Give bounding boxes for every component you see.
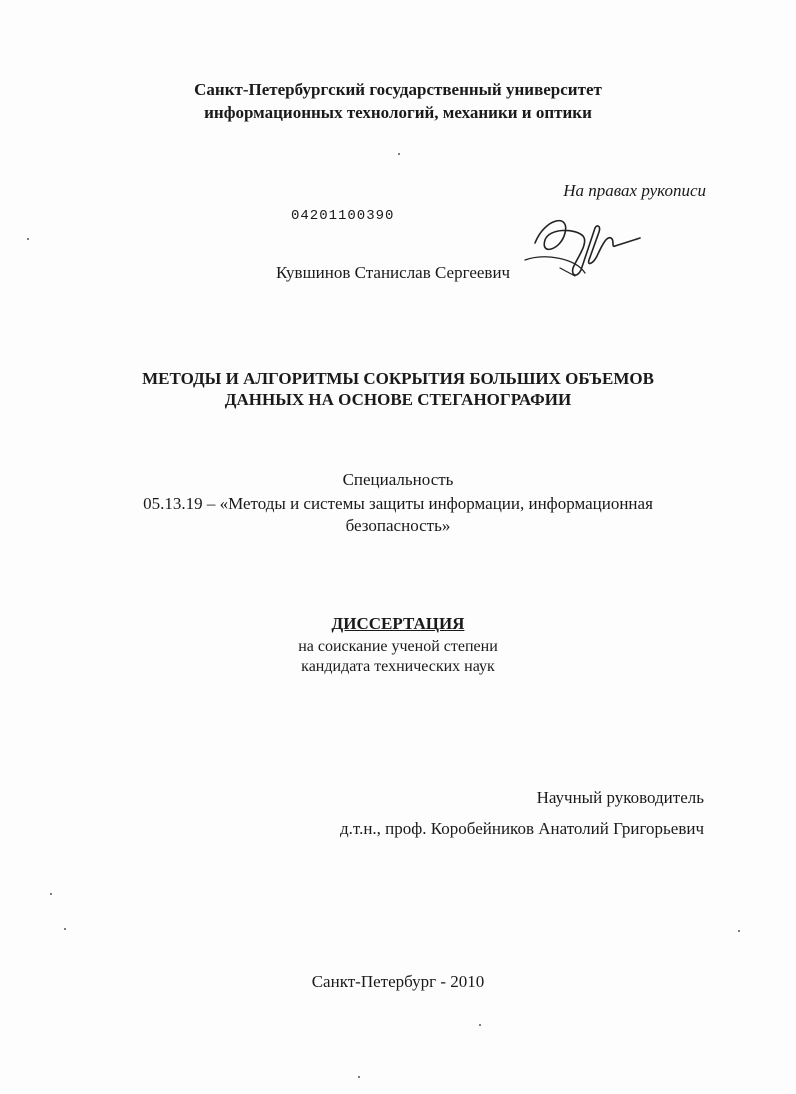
dissertation-title — [0, 368, 796, 410]
university-line-1: Санкт-Петербургский государственный университет — [194, 80, 602, 99]
advisor-label: Научный руководитель — [536, 788, 704, 807]
scan-speck — [479, 1024, 481, 1026]
manuscript-note: На правах рукописи — [563, 181, 706, 200]
title-line-2: ДАННЫХ НА ОСНОВЕ СТЕГАНОГРАФИИ — [224, 390, 572, 409]
advisor-name: д.т.н., проф. Коробейников Анатолий Григорьевич — [340, 819, 704, 838]
scan-speck — [64, 928, 66, 930]
university-header — [0, 78, 796, 124]
specialty-line-2: безопасность» — [345, 516, 451, 535]
city-year: Санкт-Петербург - 2010 — [311, 972, 485, 991]
specialty-label: Специальность — [342, 470, 454, 489]
scan-speck — [358, 1076, 360, 1078]
title-line-1: МЕТОДЫ И АЛГОРИТМЫ СОКРЫТИЯ БОЛЬШИХ ОБЪЕМОВ — [142, 369, 654, 388]
signature-icon — [515, 198, 645, 290]
scan-speck — [27, 238, 29, 240]
degree-line-2: кандидата технических наук — [301, 658, 495, 675]
specialty-line-1: 05.13.19 – «Методы и системы защиты информации, информационная — [143, 494, 653, 513]
scan-speck — [50, 893, 52, 895]
registration-code: 04201100390 — [291, 208, 395, 224]
dissertation-heading: ДИССЕРТАЦИЯ — [331, 614, 465, 633]
scan-speck — [398, 153, 400, 155]
author-name: Кувшинов Станислав Сергеевич — [276, 263, 511, 282]
scan-speck — [738, 930, 740, 932]
degree-description — [0, 637, 796, 677]
university-line-2: информационных технологий, механики и оптики — [204, 103, 592, 122]
degree-line-1: на соискание ученой степени — [298, 638, 498, 655]
specialty-description — [0, 493, 796, 537]
